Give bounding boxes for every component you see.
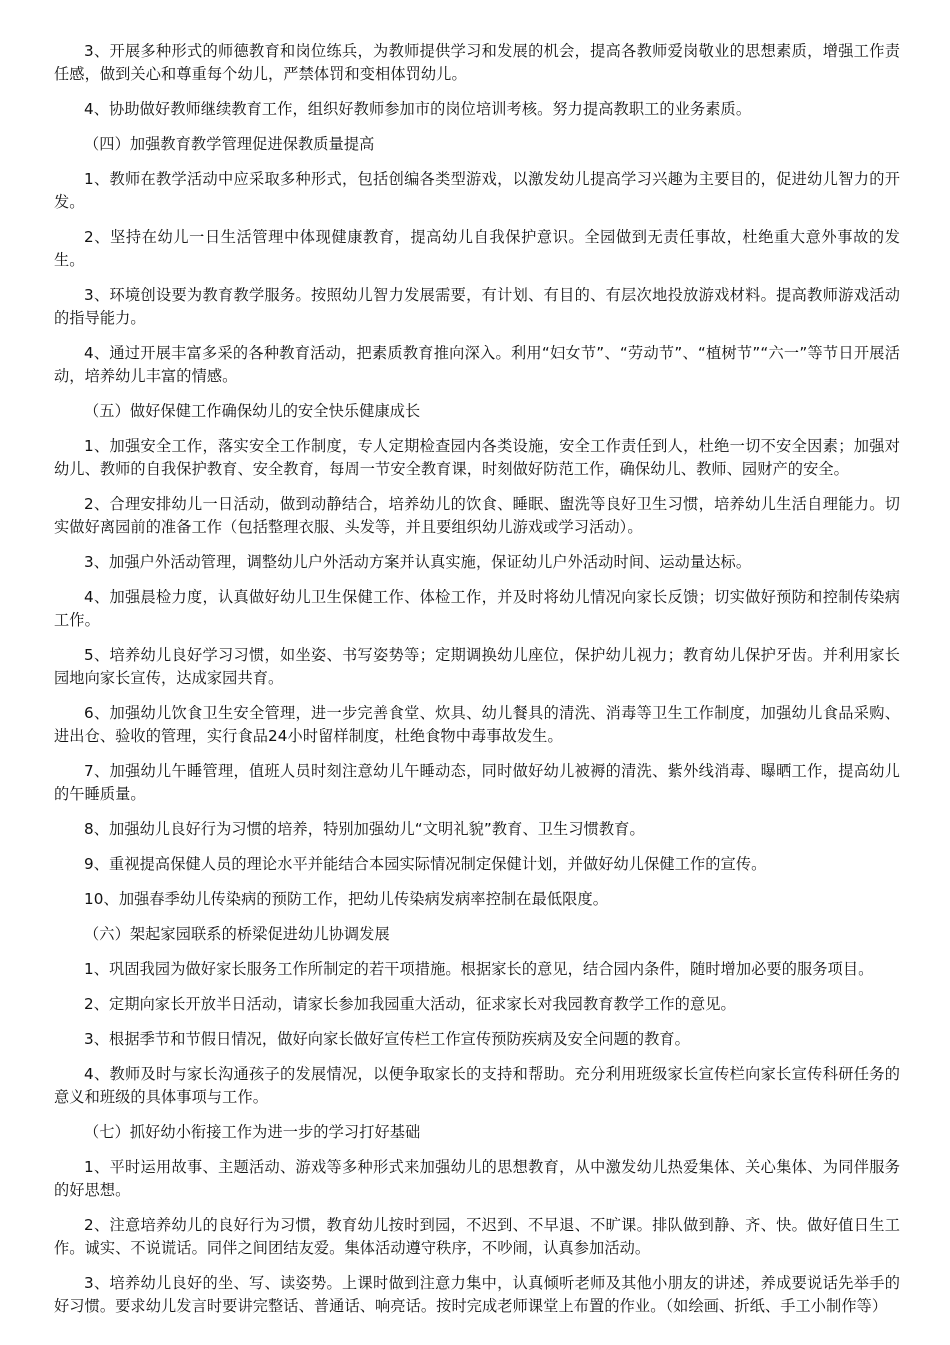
paragraph-parent-service: 1、巩固我园为做好家长服务工作所制定的若干项措施。根据家长的意见，结合园内条件，随时增加必要的服务项目。 — [84, 960, 874, 978]
paragraph-safety: 1、加强安全工作，落实安全工作制度，专人定期检查园内各类设施，安全工作责任到人，杜绝一切不安全因素；加强对幼儿、教师的自我保护教育、安全教育，每周一节安全教育课，时刻做好防范工作，确保幼儿、教师、园财产的安全。 — [54, 437, 900, 478]
document-page — [54, 40, 900, 1330]
section-heading-7: （七）抓好幼小衔接工作为进一步的学习打好基础 — [84, 1123, 421, 1141]
paragraph-health-staff: 9、重视提高保健人员的理论水平并能结合本园实际情况制定保健计划，并做好幼儿保健工作的宣传。 — [84, 855, 767, 873]
paragraph-teacher-ethics: 3、开展多种形式的师德教育和岗位练兵，为教师提供学习和发展的机会，提高各教师爱岗敬业的思想素质，增强工作责任感，做到关心和尊重每个幼儿，严禁体罚和变相体罚幼儿。 — [54, 42, 900, 83]
paragraph-continuing-education: 4、协助做好教师继续教育工作，组织好教师参加市的岗位培训考核。努力提高教职工的业务素质。 — [84, 100, 752, 118]
paragraph-study-habits: 5、培养幼儿良好学习习惯，如坐姿、书写姿势等；定期调换幼儿座位，保护幼儿视力；教育幼儿保护牙齿。并利用家长园地向家长宣传，达成家园共育。 — [54, 646, 900, 687]
paragraph-good-habits: 2、注意培养幼儿的良好行为习惯，教育幼儿按时到园，不迟到、不早退、不旷课。排队做到静、齐、快。做好值日生工作。诚实、不说谎话。同伴之间团结友爱。集体活动遵守秩序，不吵闹，认真参加活动。 — [54, 1216, 900, 1257]
paragraph-seasonal-publicity: 3、根据季节和节假日情况，做好向家长做好宣传栏工作宣传预防疾病及安全问题的教育。 — [84, 1030, 690, 1048]
paragraph-health-education: 2、坚持在幼儿一日生活管理中体现健康教育，提高幼儿自我保护意识。全园做到无责任事故，杜绝重大意外事故的发生。 — [54, 228, 900, 269]
paragraph-environment: 3、环境创设要为教育教学服务。按照幼儿智力发展需要，有计划、有目的、有层次地投放游戏材料。提高教师游戏活动的指导能力。 — [54, 286, 900, 327]
section-heading-4: （四）加强教育教学管理促进保教质量提高 — [84, 135, 375, 153]
paragraph-disease-prevention: 10、加强春季幼儿传染病的预防工作，把幼儿传染病发病率控制在最低限度。 — [84, 890, 609, 908]
paragraph-teaching-forms: 1、教师在教学活动中应采取多种形式，包括创编各类型游戏，以激发幼儿提高学习兴趣为主要目的，促进幼儿智力的开发。 — [54, 170, 900, 211]
paragraph-open-day: 2、定期向家长开放半日活动，请家长参加我园重大活动，征求家长对我园教育教学工作的意见。 — [84, 995, 736, 1013]
paragraph-daily-routine: 2、合理安排幼儿一日活动，做到动静结合，培养幼儿的饮食、睡眠、盥洗等良好卫生习惯，培养幼儿生活自理能力。切实做好离园前的准备工作（包括整理衣服、头发等，并且要组织幼儿游戏或学习活动）。 — [54, 495, 900, 536]
paragraph-morning-check: 4、加强晨检力度，认真做好幼儿卫生保健工作、体检工作，并及时将幼儿情况向家长反馈；切实做好预防和控制传染病工作。 — [54, 588, 900, 629]
paragraph-behavior: 8、加强幼儿良好行为习惯的培养，特别加强幼儿“文明礼貌”教育、卫生习惯教育。 — [84, 820, 645, 838]
paragraph-activities: 4、通过开展丰富多采的各种教育活动，把素质教育推向深入。利用“妇女节”、“劳动节”、“植树节”“六一”等节日开展活动，培养幼儿丰富的情感。 — [54, 344, 900, 385]
paragraph-posture: 3、培养幼儿良好的坐、写、读姿势。上课时做到注意力集中，认真倾听老师及其他小朋友的讲述，养成要说话先举手的好习惯。要求幼儿发言时要讲完整话、普通话、响亮话。按时完成老师课堂上布置的作业。（如绘画、折纸、手工小制作等） — [54, 1274, 900, 1315]
paragraph-outdoor: 3、加强户外活动管理，调整幼儿户外活动方案并认真实施，保证幼儿户外活动时间、运动量达标。 — [84, 553, 752, 571]
section-heading-6: （六）架起家园联系的桥梁促进幼儿协调发展 — [84, 925, 390, 943]
paragraph-communication: 4、教师及时与家长沟通孩子的发展情况，以便争取家长的支持和帮助。充分利用班级家长宣传栏向家长宣传科研任务的意义和班级的具体事项与工作。 — [54, 1065, 900, 1106]
paragraph-moral-education: 1、平时运用故事、主题活动、游戏等多种形式来加强幼儿的思想教育，从中激发幼儿热爱集体、关心集体、为同伴服务的好思想。 — [54, 1158, 900, 1199]
paragraph-food-safety: 6、加强幼儿饮食卫生安全管理，进一步完善食堂、炊具、幼儿餐具的清洗、消毒等卫生工作制度，加强幼儿食品采购、进出仓、验收的管理，实行食品24小时留样制度，杜绝食物中毒事故发生。 — [54, 704, 900, 745]
paragraph-nap: 7、加强幼儿午睡管理，值班人员时刻注意幼儿午睡动态，同时做好幼儿被褥的清洗、紫外线消毒、曝晒工作，提高幼儿的午睡质量。 — [54, 762, 900, 803]
section-heading-5: （五）做好保健工作确保幼儿的安全快乐健康成长 — [84, 402, 421, 420]
